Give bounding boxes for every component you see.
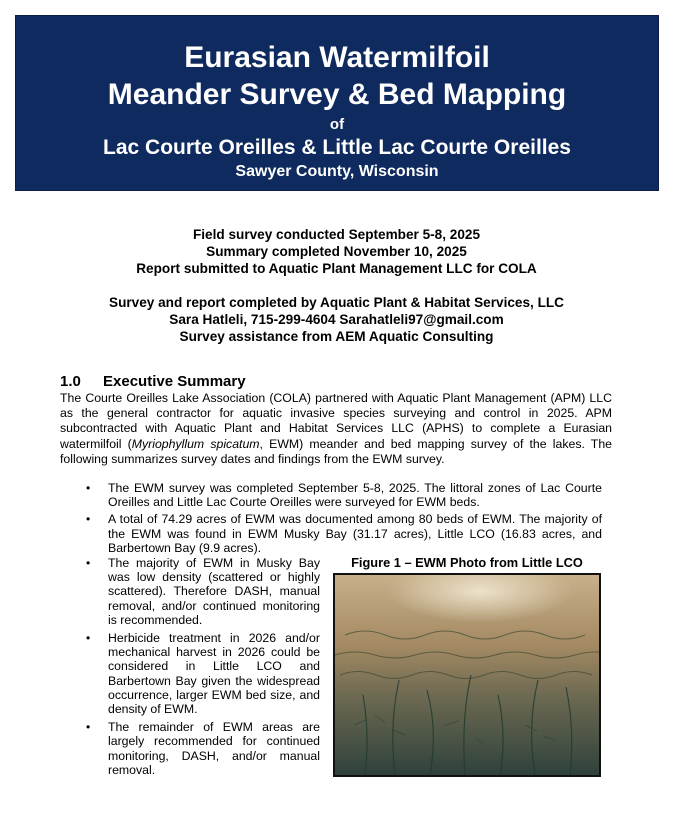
title-county: Sawyer County, Wisconsin: [235, 163, 439, 180]
section-title: Executive Summary: [103, 373, 246, 390]
bullet-icon: •: [86, 481, 91, 495]
paragraph-text-1: The Courte Oreilles Lake Association (COLA) partnered with Aquatic Plant Management (APM) LLC as the general contractor for aquatic invasive species surveying and control in 2025. APM subcontracted with Aquatic Plant and Habitat Services LLC (APHS) to complete a Eurasian watermilfoil (: [60, 391, 612, 451]
list-item-text: The majority of EWM in Musky Bay was low density (scattered or highly scattered). Therefore DASH, manual removal, and/or continued monitoring is recommended.: [108, 556, 320, 627]
bullet-list-narrow: [86, 556, 320, 781]
survey-date-line: Field survey conducted September 5-8, 2025: [192, 227, 481, 242]
report-submitted-line: Report submitted to Aquatic Plant Management LLC for COLA: [136, 261, 537, 276]
title-banner: [15, 15, 659, 191]
credits-assistance-line: Survey assistance from AEM Aquatic Consulting: [179, 329, 494, 344]
figure-caption: Figure 1 – EWM Photo from Little LCO: [351, 555, 583, 570]
bullet-icon: •: [86, 720, 91, 735]
summary-date-line: Summary completed November 10, 2025: [206, 244, 467, 259]
credits-company-line: Survey and report completed by Aquatic Plant & Habitat Services, LLC: [109, 295, 564, 310]
title-line-2: Meander Survey & Bed Mapping: [107, 78, 567, 111]
section-number: 1.0: [60, 373, 81, 390]
ewm-photo: [333, 573, 601, 777]
section-heading: [60, 373, 246, 391]
paragraph-text-2: , EWM) meander and bed mapping survey of the lakes. The following summarizes survey dates and findings from the EWM survey.: [60, 436, 613, 466]
list-item: [86, 556, 320, 627]
summary-paragraph: [60, 391, 612, 467]
bullet-icon: •: [86, 556, 91, 570]
title-lakes: Lac Courte Oreilles & Little Lac Courte Oreilles: [103, 136, 571, 159]
list-item-text: The remainder of EWM areas are largely recommended for continued monitoring, DASH, and/or manual removal.: [108, 720, 320, 777]
list-item-text: Herbicide treatment in 2026 and/or mechanical harvest in 2026 could be considered in Little LCO and Barbertown Bay given the widespread occurrence, larger EWM bed size, and density of EWM.: [108, 631, 320, 717]
credits-contact-line: Sara Hatleli, 715-299-4604 Sarahatleli97@gmail.com: [169, 312, 504, 327]
ewm-photo-illustration: [335, 575, 599, 775]
list-item-text: A total of 74.29 acres of EWM was documented among 80 beds of EWM. The majority of the EWM was found in EWM Musky Bay (31.17 acres), Little LCO (16.83 acres, and Barbertown Bay (9.9 acres).: [108, 512, 602, 555]
bullet-icon: •: [86, 631, 91, 646]
list-item: [86, 631, 320, 716]
list-item-text: The EWM survey was completed September 5-8, 2025. The littoral zones of Lac Courte Oreilles and Little Lac Courte Oreilles were surveyed for EWM beds.: [108, 481, 602, 510]
title-line-1: Eurasian Watermilfoil: [184, 41, 490, 74]
list-item: [86, 512, 602, 555]
list-item: [86, 481, 602, 509]
paragraph-species-name: Myriophyllum spicatum: [131, 436, 260, 451]
survey-info: [0, 226, 673, 277]
list-item: [86, 720, 320, 777]
title-of: of: [329, 116, 345, 133]
bullet-list-full: [86, 481, 602, 558]
bullet-icon: •: [86, 512, 91, 527]
credits: [0, 294, 673, 345]
